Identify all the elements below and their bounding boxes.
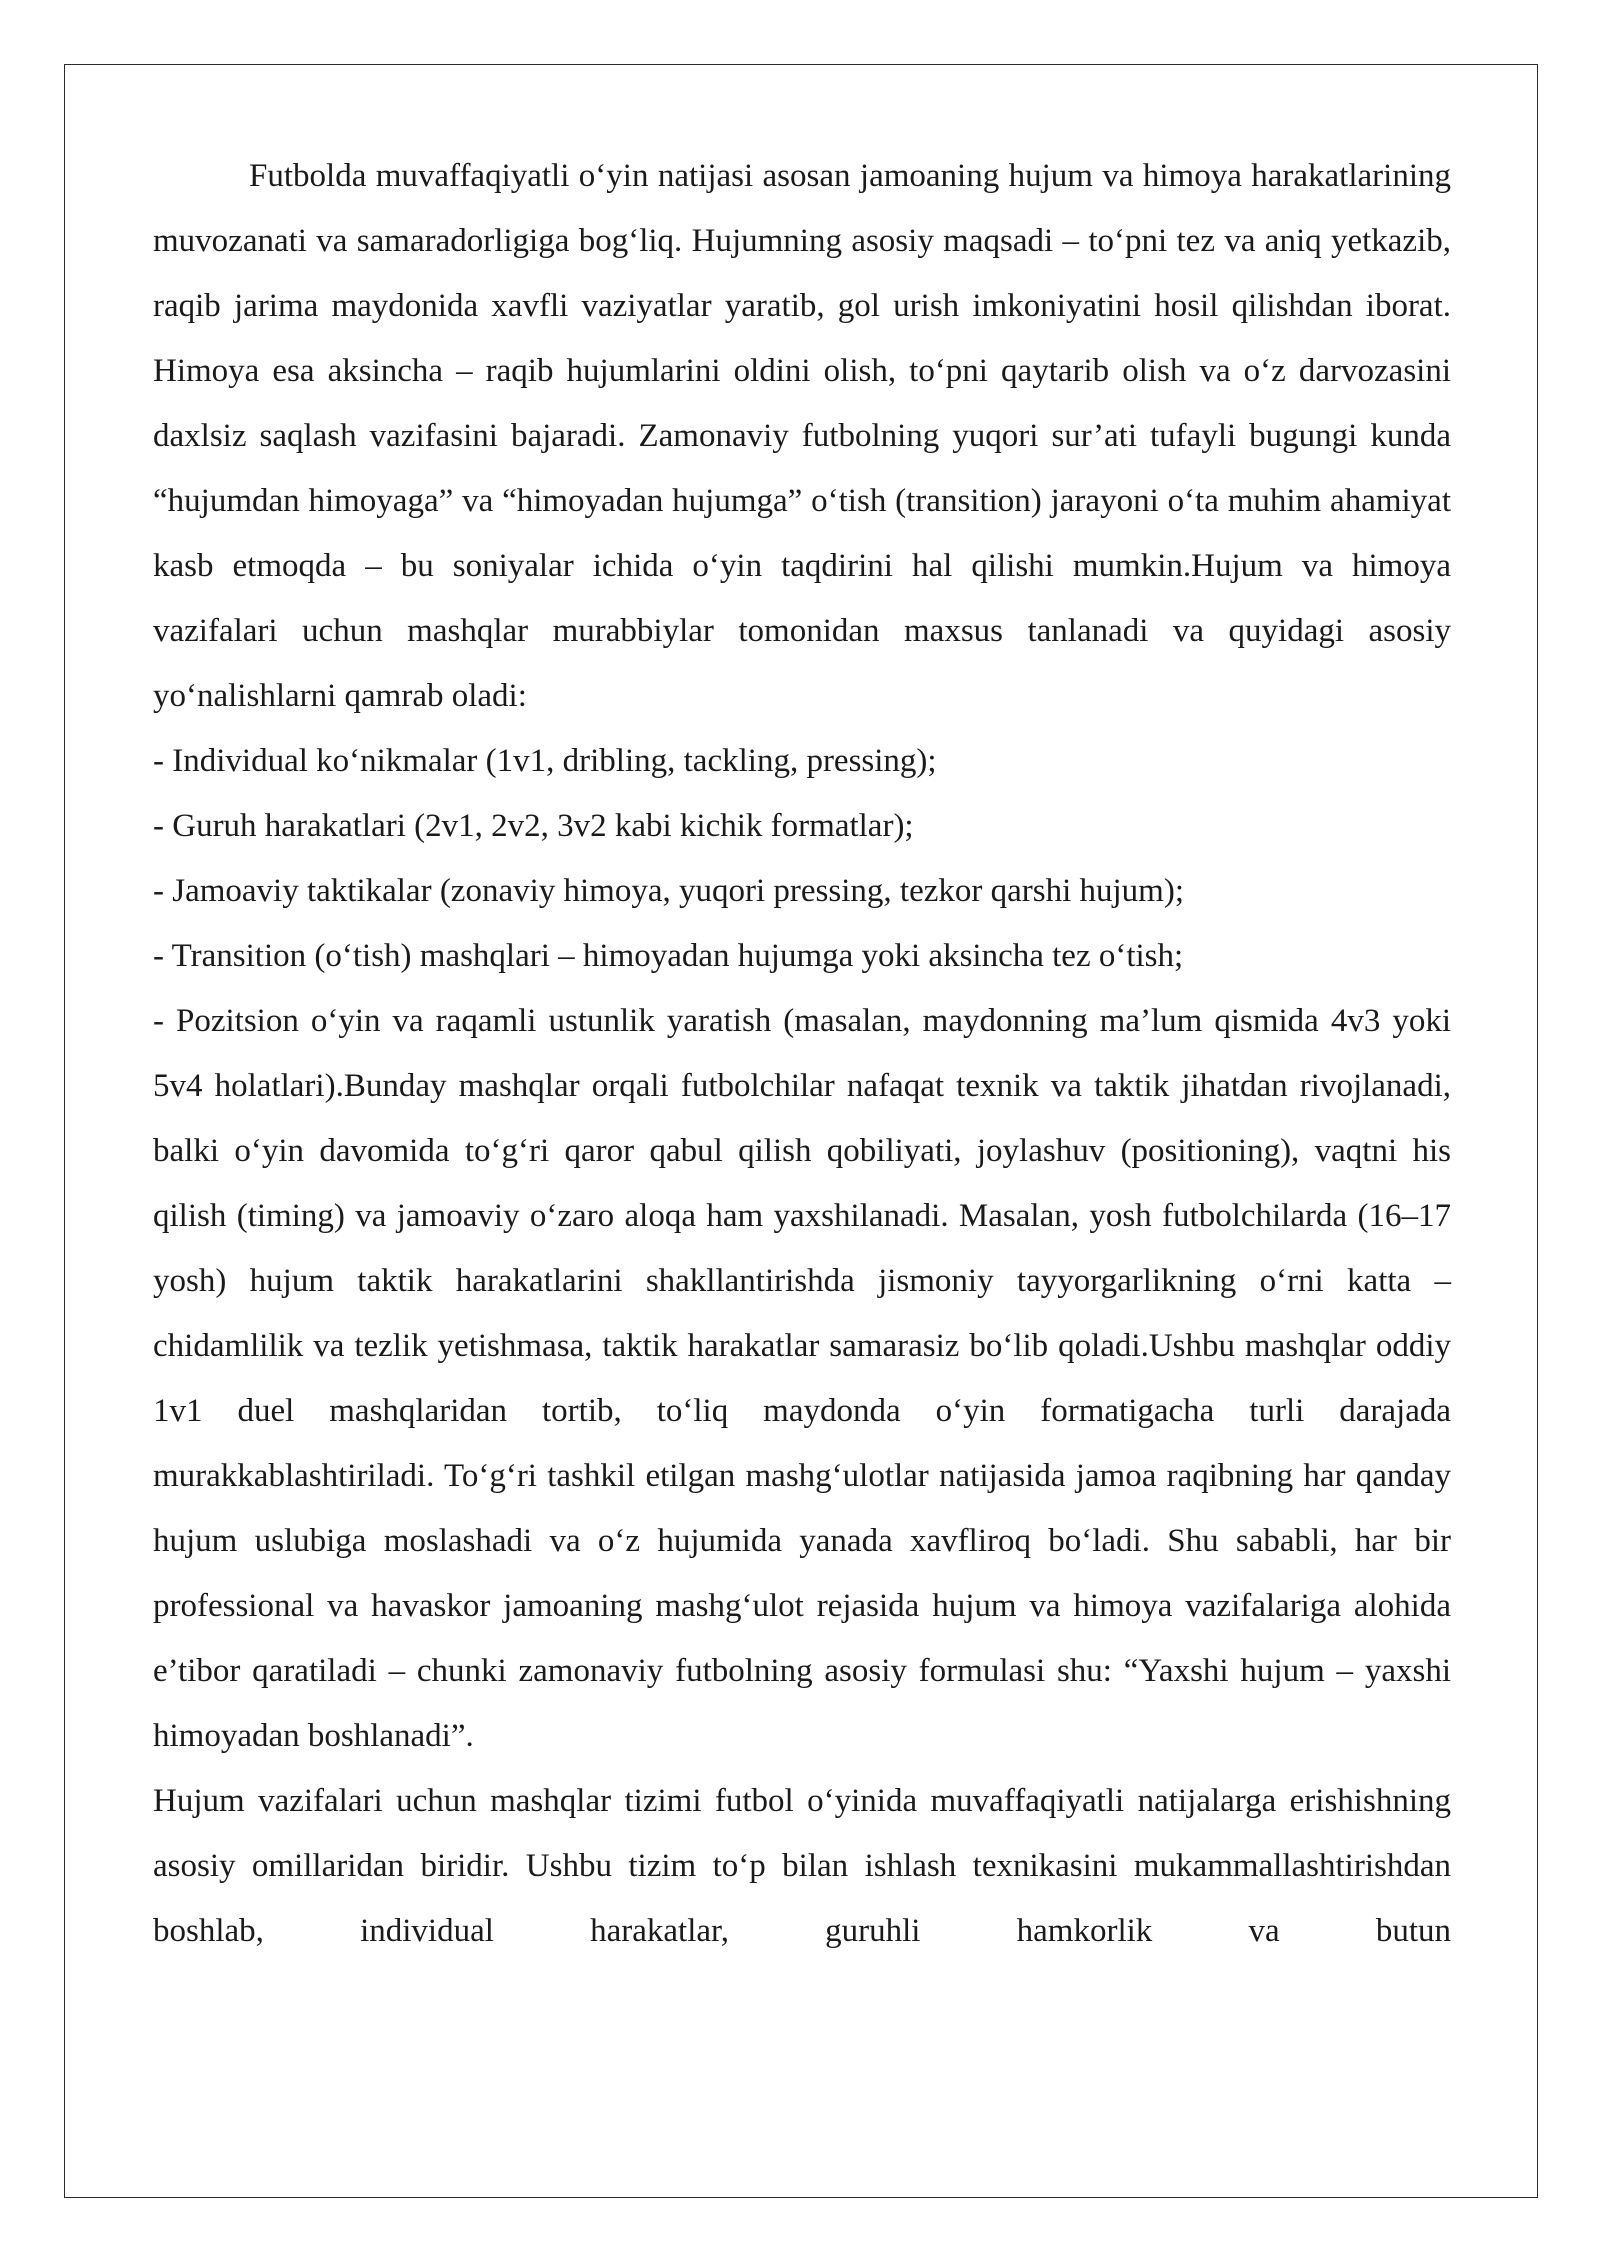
document-body: [153, 144, 1451, 1964]
list-item-individual: - Individual ko‘nikmalar (1v1, dribling, tackling, pressing);: [153, 743, 937, 779]
list-item-team-tactics: - Jamoaviy taktikalar (zonaviy himoya, yuqori pressing, tezkor qarshi hujum);: [153, 873, 1184, 909]
list-item-group: - Guruh harakatlari (2v1, 2v2, 3v2 kabi kichik formatlar);: [153, 808, 914, 844]
paragraph-positional: - Pozitsion o‘yin va raqamli ustunlik yaratish (masalan, maydonning ma’lum qismida 4v3 yoki 5v4 holatlari).Bunday mashqlar orqali futbolchilar nafaqat texnik va taktik jihatdan rivojlanadi, balki o‘yin davomida to‘g‘ri qaror qabul qilish qobiliyati, joylashuv (positioning), vaqtni his qilish (timing) va jamoaviy o‘zaro aloqa ham yaxshilanadi. Masalan, yosh futbolchilarda (16–17 yosh) hujum taktik harakatlarini shakllantirishda jismoniy tayyorgarlikning o‘rni katta – chidamlilik va tezlik yetishmasa, taktik harakatlar samarasiz bo‘lib qoladi.Ushbu mashqlar oddiy 1v1 duel mashqlaridan tortib, to‘liq maydonda o‘yin formatigacha turli darajada murakkablashtiriladi. To‘g‘ri tashkil etilgan mashg‘ulotlar natijasida jamoa raqibning har qanday hujum uslubiga moslashadi va o‘z hujumida yanada xavfliroq bo‘ladi. Shu sababli, har bir professional va havaskor jamoaning mashg‘ulot rejasida hujum va himoya vazifalariga alohida e’tibor qaratiladi – chunki zamonaviy futbolning asosiy formulasi shu: “Yaxshi hujum – yaxshi himoyadan boshlanadi”.: [153, 1003, 1451, 1754]
list-item-transition: - Transition (o‘tish) mashqlari – himoyadan hujumga yoki aksincha tez o‘tish;: [153, 938, 1184, 974]
paragraph-attack-system: Hujum vazifalari uchun mashqlar tizimi futbol o‘yinida muvaffaqiyatli natijalarga erishishning asosiy omillaridan biridir. Ushbu tizim to‘p bilan ishlash texnikasini mukammallashtirishdan boshlab, individual harakatlar, guruhli hamkorlik va butun: [153, 1783, 1451, 1949]
paragraph-intro: Futbolda muvaffaqiyatli o‘yin natijasi asosan jamoaning hujum va himoya harakatlarining muvozanati va samaradorligiga bog‘liq. Hujumning asosiy maqsadi – to‘pni tez va aniq yetkazib, raqib jarima maydonida xavfli vaziyatlar yaratib, gol urish imkoniyatini hosil qilishdan iborat. Himoya esa aksincha – raqib hujumlarini oldini olish, to‘pni qaytarib olish va o‘z darvozasini daxlsiz saqlash vazifasini bajaradi. Zamonaviy futbolning yuqori sur’ati tufayli bugungi kunda “hujumdan himoyaga” va “himoyadan hujumga” o‘tish (transition) jarayoni o‘ta muhim ahamiyat kasb etmoqda – bu soniyalar ichida o‘yin taqdirini hal qilishi mumkin.Hujum va himoya vazifalari uchun mashqlar murabbiylar tomonidan maxsus tanlanadi va quyidagi asosiy yo‘nalishlarni qamrab oladi:: [153, 158, 1451, 714]
